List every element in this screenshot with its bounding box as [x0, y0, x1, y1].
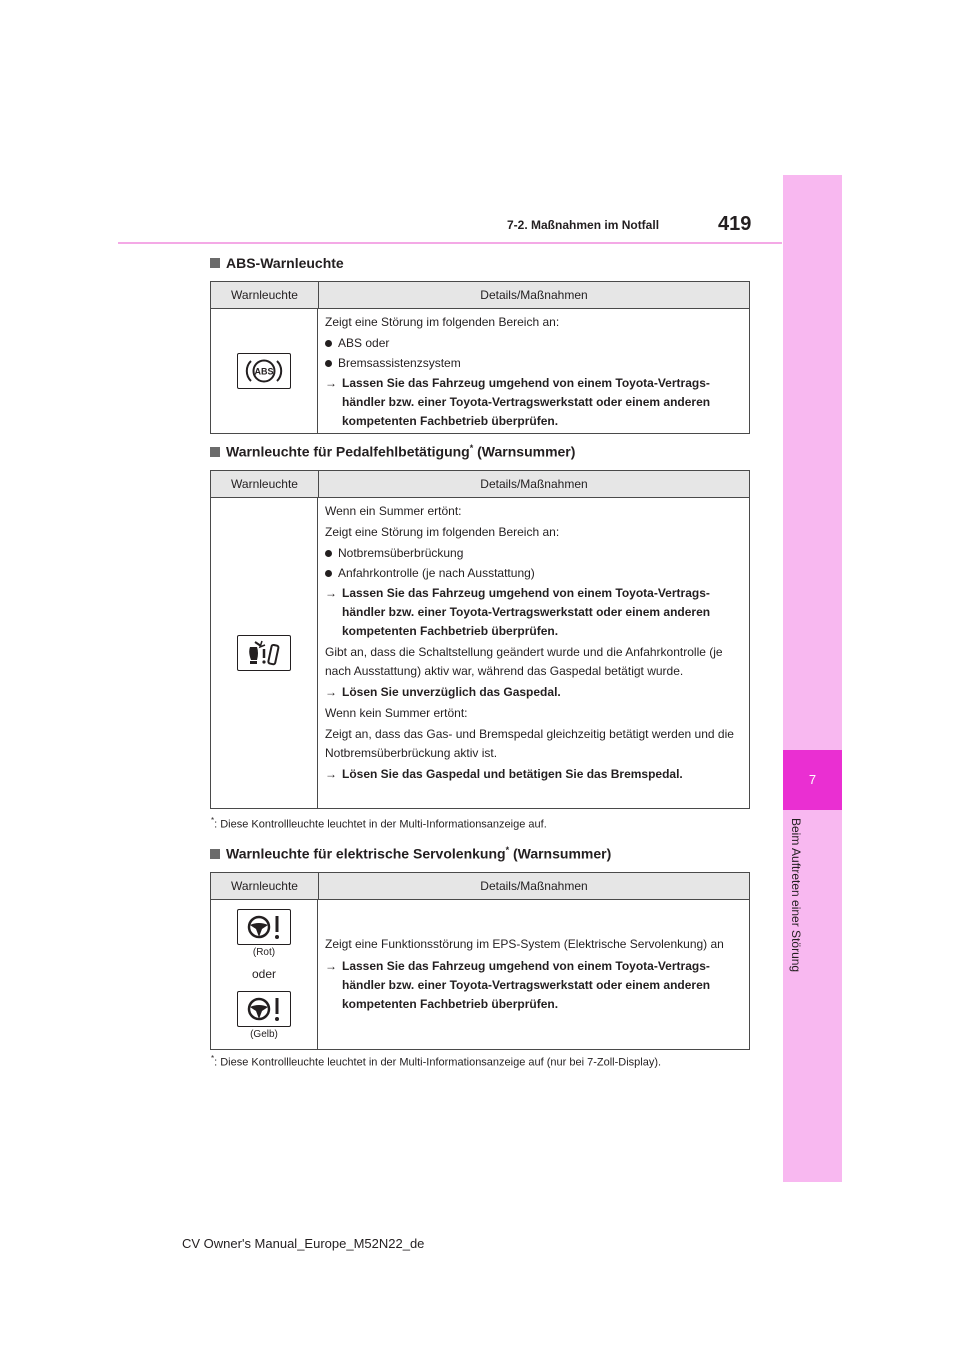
- paragraph: Zeigt an, dass das Gas- und Bremspedal gleichzeitig betätigt werden und die Notbremsüberbrückung aktiv ist.: [325, 727, 734, 760]
- col-warnleuchte: Warnleuchte: [211, 282, 319, 308]
- icon-cell: [211, 309, 318, 433]
- col-warnleuchte: Warnleuchte: [211, 873, 319, 899]
- arrow-icon: →: [325, 685, 337, 699]
- arrow-icon: →: [325, 767, 337, 781]
- action-text: → Lassen Sie das Fahrzeug umgehend von einem Toyota-Vertrags-händler bzw. einer Toyota-Vertragswerkstatt oder einem anderen kompetenten Fachbetrieb überprüfen.: [325, 374, 741, 431]
- icon-cell: [211, 498, 318, 808]
- footnote: *: Diese Kontrollleuchte leuchtet in der Multi-Informationsanzeige auf (nur bei 7-Zoll-Display).: [211, 1054, 662, 1069]
- section-heading: 7-2. Maßnahmen im Notfall: [507, 218, 660, 232]
- table-row: [211, 309, 749, 433]
- square-bullet-icon: [210, 447, 220, 457]
- pedal-section-title: Warnleuchte für Pedalfehlbetätigung* (Warnsummer): [210, 443, 575, 460]
- abs-table: [210, 281, 750, 434]
- square-bullet-icon: [210, 258, 220, 268]
- action-text: → Lösen Sie unverzüglich das Gaspedal.: [325, 683, 741, 702]
- list-item: Notbremsüberbrückung: [325, 544, 741, 563]
- paragraph: Zeigt eine Funktionsstörung im EPS-System (Elektrische Servolenkung) an: [325, 937, 724, 951]
- col-warnleuchte: Warnleuchte: [211, 471, 319, 497]
- intro-text: Zeigt eine Störung im folgenden Bereich an:: [325, 315, 560, 329]
- col-details: Details/Maßnahmen: [480, 879, 588, 893]
- table-header: [211, 471, 749, 498]
- paragraph: Zeigt eine Störung im folgenden Bereich an:: [325, 525, 560, 539]
- side-title-wrap: [785, 818, 809, 1008]
- chapter-tab: [783, 750, 842, 810]
- paragraph: Wenn ein Summer ertönt:: [325, 504, 462, 518]
- eps-section-title: Warnleuchte für elektrische Servolenkung* (Warnsummer): [210, 845, 611, 862]
- icon-label-yellow: (Gelb): [250, 1029, 278, 1040]
- table-row: [211, 900, 749, 1049]
- list-item: Anfahrkontrolle (je nach Ausstattung): [325, 564, 741, 583]
- list-item: Bremsassistenzsystem: [325, 354, 741, 373]
- chapter-number: 7: [808, 772, 817, 787]
- details-cell: [318, 900, 749, 1049]
- table-header: [211, 873, 749, 900]
- eps-table: [210, 872, 750, 1050]
- square-bullet-icon: [210, 849, 220, 859]
- side-tab-band: [783, 175, 842, 1182]
- icon-label-red: (Rot): [252, 947, 276, 958]
- steering-warning-yellow-icon: [237, 991, 291, 1027]
- details-cell: [318, 498, 749, 808]
- paragraph: Wenn kein Summer ertönt:: [325, 706, 468, 720]
- header-rule: [118, 242, 782, 244]
- details-cell: [318, 309, 749, 433]
- svg-text:ABS: ABS: [254, 366, 274, 377]
- table-header: [211, 282, 749, 309]
- pedal-misapplication-icon: [237, 635, 291, 671]
- icon-cell: [211, 900, 318, 1049]
- icon-or-text: oder: [251, 967, 277, 981]
- abs-icon: [237, 353, 291, 389]
- pedal-table: [210, 470, 750, 809]
- chapter-title: Beim Auftreten einer Störung: [789, 818, 803, 973]
- page-number: 419: [718, 213, 752, 235]
- action-text: → Lassen Sie das Fahrzeug umgehend von einem Toyota-Vertrags-händler bzw. einer Toyota-Vertragswerkstatt oder einem anderen kompetenten Fachbetrieb überprüfen.: [325, 584, 741, 641]
- action-text: → Lösen Sie das Gaspedal und betätigen Sie das Bremspedal.: [325, 765, 741, 784]
- steering-warning-red-icon: [237, 909, 291, 945]
- arrow-icon: →: [325, 586, 337, 600]
- arrow-icon: →: [325, 376, 337, 390]
- action-text: → Lassen Sie das Fahrzeug umgehend von einem Toyota-Vertrags-händler bzw. einer Toyota-Vertragswerkstatt oder einem anderen kompetenten Fachbetrieb überprüfen.: [325, 957, 741, 1014]
- col-details: Details/Maßnahmen: [480, 477, 588, 491]
- arrow-icon: →: [325, 959, 337, 973]
- footnote: *: Diese Kontrollleuchte leuchtet in der Multi-Informationsanzeige auf.: [211, 816, 547, 831]
- list-item: ABS oder: [325, 334, 741, 353]
- paragraph: Gibt an, dass die Schaltstellung geändert wurde und die Anfahrkontrolle (je nach Ausstattung) aktiv war, während das Gaspedal betätigt wurde.: [325, 645, 723, 678]
- table-row: [211, 498, 749, 808]
- col-details: Details/Maßnahmen: [480, 288, 588, 302]
- abs-section-title: ABS-Warnleuchte: [210, 255, 344, 271]
- document-footer: CV Owner's Manual_Europe_M52N22_de: [182, 1236, 425, 1251]
